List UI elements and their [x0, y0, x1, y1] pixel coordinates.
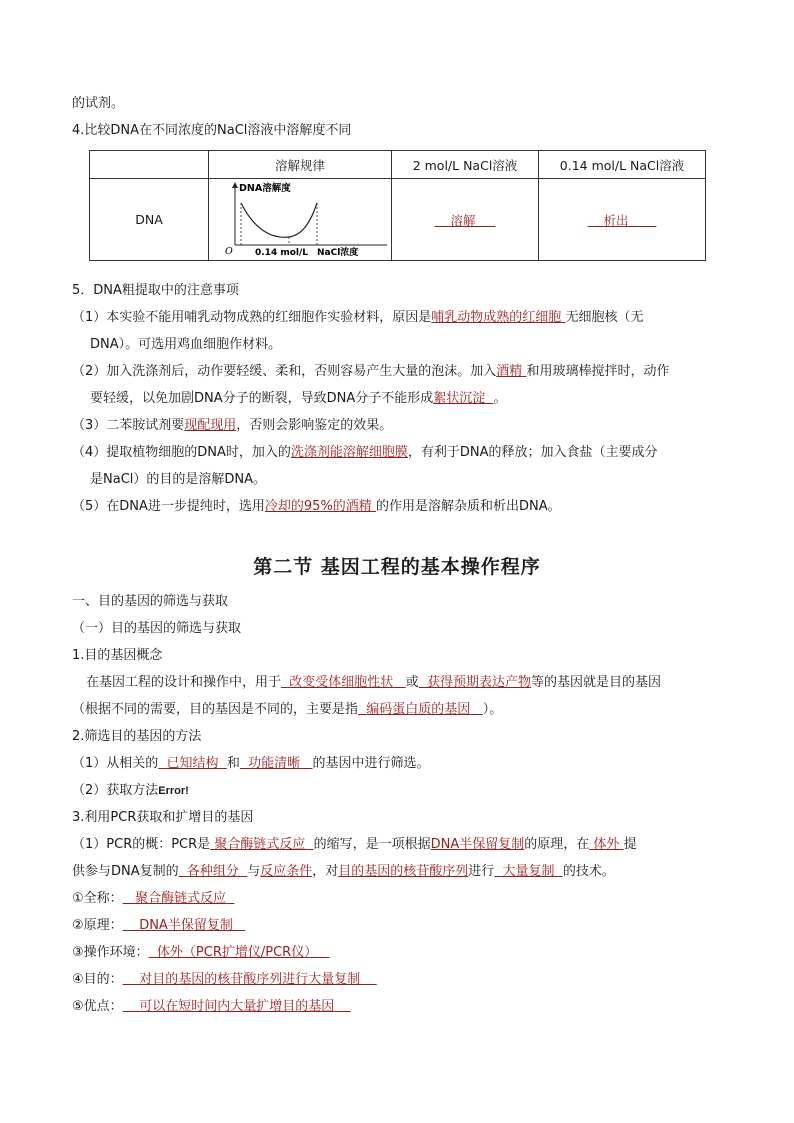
c2-heading: 2.筛选目的基因的方法	[72, 729, 202, 744]
solubility-table	[89, 150, 706, 261]
table-row-label: DNA	[90, 179, 209, 261]
pcr-item-principle: ②原理： DNA半保留复制	[72, 918, 233, 933]
c3-heading: 3.利用PCR获取和扩增目的基因	[72, 810, 254, 825]
solubility-curve	[209, 179, 391, 257]
c2-line1: （1）从相关的 已知结构 和 功能清晰 的基因中进行筛选。	[72, 756, 430, 771]
curve-x-label: NaCl浓度	[317, 248, 359, 257]
sec5-p1-line2: DNA）。可选用鸡血细胞作材料。	[90, 337, 282, 352]
answer-014-cell	[539, 179, 706, 261]
sec5-heading: 5．DNA粗提取中的注意事项	[72, 283, 239, 298]
sec5-p4-line2: 是NaCl）的目的是溶解DNA。	[90, 472, 267, 487]
curve-origin: O	[225, 246, 233, 257]
sec5-p1-line1: （1）本实验不能用哺乳动物成熟的红细胞作实验材料，原因是哺乳动物成熟的红细胞 无细胞核（无	[72, 310, 644, 325]
sec5-p3: （3）二苯胺试剂要现配现用，否则会影响鉴定的效果。	[72, 418, 393, 433]
table-header-014mol: 0.14 mol/L NaCl溶液	[539, 151, 706, 179]
c1-line1: 在基因工程的设计和操作中，用于 改变受体细胞性状 或 获得预期表达产物等的基因就是目的基因	[86, 675, 662, 690]
c1-heading: 1.目的基因概念	[72, 648, 163, 663]
error-text: Error!	[158, 785, 189, 797]
c1-line2: （根据不同的需要，目的基因是不同的，主要是指 编码蛋白质的基因 ）。	[72, 702, 503, 717]
sec5-p2-line2: 要轻缓，以免加剧DNA分子的断裂，导致DNA分子不能形成絮状沉淀 。	[90, 391, 507, 406]
sec5-p4-line1: （4）提取植物细胞的DNA时，加入的洗涤剂能溶解细胞膜，有利于DNA的释放；加入食盐（主要成分	[72, 445, 658, 460]
pcr-item-advantage: ⑤优点： 可以在短时间内大量扩增目的基因	[72, 999, 335, 1014]
intro-tail: 的试剂。	[72, 96, 125, 111]
c3-line2: 供参与DNA复制的 各种组分 与反应条件，对目的基因的核苷酸序列进行 大量复制 的技术。	[72, 864, 615, 879]
table-corner	[90, 151, 209, 179]
curve-x-mark: 0.14 mol/L	[255, 248, 309, 257]
pcr-item-environment: ③操作环境： 体外（PCR扩增仪/PCR仪）	[72, 945, 318, 960]
part1-subheading: （一）目的基因的筛选与获取	[72, 621, 242, 636]
answer-014: 析出	[603, 212, 629, 228]
table-header-rule: 溶解规律	[209, 151, 392, 179]
section-title: 第二节 基因工程的基本操作程序	[253, 556, 541, 578]
table-header-2mol: 2 mol/L NaCl溶液	[392, 151, 539, 179]
sec5-p5: （5）在DNA进一步提纯时，选用冷却的95%的酒精 的作用是溶解杂质和析出DNA。	[72, 499, 561, 514]
answer-2mol: 溶解	[450, 212, 476, 228]
solubility-curve-cell	[209, 179, 392, 261]
c2-line2: （2）获取方法Error!	[72, 783, 189, 798]
answer-2mol-cell	[392, 179, 539, 261]
pcr-item-purpose: ④目的： 对目的基因的核苷酸序列进行大量复制	[72, 972, 361, 987]
c3-line1: （1）PCR的概：PCR是 聚合酶链式反应 的缩写，是一项根据DNA半保留复制的原理，在 体外 提	[72, 837, 637, 852]
pcr-item-fullname: ①全称： 聚合酶链式反应	[72, 891, 227, 906]
sec4-heading: 4.比较DNA在不同浓度的NaCl溶液中溶解度不同	[72, 123, 352, 138]
part1-heading: 一、目的基因的筛选与获取	[72, 594, 229, 609]
curve-y-label: DNA溶解度	[239, 183, 291, 194]
sec5-p2-line1: （2）加入洗涤剂后，动作要轻缓、柔和，否则容易产生大量的泡沫。加入酒精 和用玻璃棒搅拌时，动作	[72, 364, 670, 379]
